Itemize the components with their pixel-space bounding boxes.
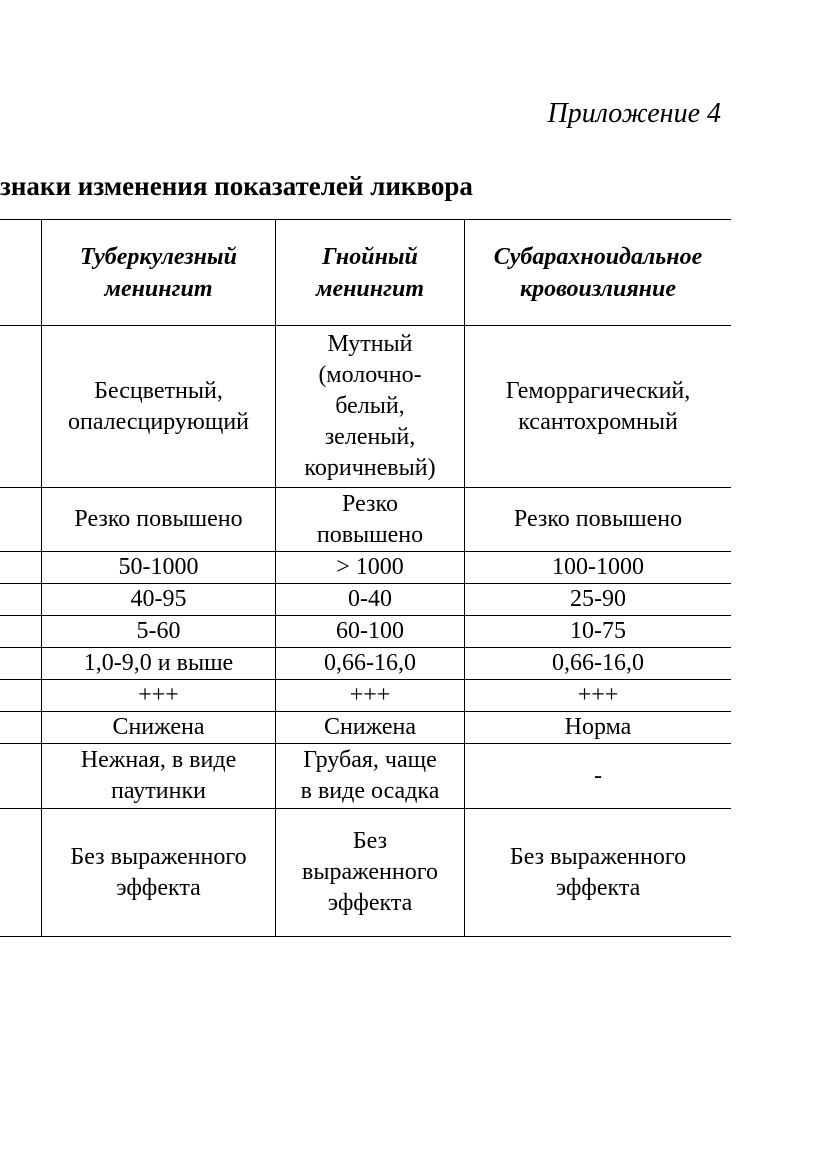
header-cell-serous-partial: [0, 220, 42, 326]
header-cell-purulent: Гнойный менингит: [276, 220, 465, 326]
table-row-cell-count: [0, 552, 731, 584]
table-cell: 100-1000: [465, 552, 732, 584]
table-row-puncture-effect: [0, 809, 731, 937]
header-cell-tuberculous: Туберкулезный менингит: [42, 220, 276, 326]
table-row-glucose: [0, 712, 731, 744]
table-cell: > 1000: [276, 552, 465, 584]
table-cell: Без выраженного эффекта: [465, 809, 732, 937]
table-cell: 60-100: [276, 616, 465, 648]
table-cell: Снижена: [276, 712, 465, 744]
table-cell: 0,66-16,0: [276, 648, 465, 680]
table-cell: [0, 648, 42, 680]
csf-comparison-table-viewport: [0, 219, 731, 941]
table-cell: 1,0-9,0 и выше: [42, 648, 276, 680]
table-cell: Бесцветный, опалесцирующий: [42, 326, 276, 488]
table-cell: Геморрагический, ксантохромный: [465, 326, 732, 488]
table-title: знаки изменения показателей ликвора: [0, 171, 473, 201]
table-cell: 10-75: [465, 616, 732, 648]
table-cell: +++: [42, 680, 276, 712]
table-row-protein: [0, 648, 731, 680]
table-cell: [0, 488, 42, 552]
table-row-lymphocytes: [0, 584, 731, 616]
table-cell: [0, 584, 42, 616]
table-cell: 50-1000: [42, 552, 276, 584]
table-cell: Мутный (молочно- белый, зеленый, коричневый): [276, 326, 465, 488]
table-cell: [0, 326, 42, 488]
table-row-pressure: [0, 488, 731, 552]
table-cell: 0-40: [276, 584, 465, 616]
table-row-neutrophils: [0, 616, 731, 648]
table-cell: Норма: [465, 712, 732, 744]
csf-comparison-table: [0, 219, 731, 937]
table-cell: [0, 552, 42, 584]
table-cell: Без выраженного эффекта: [42, 809, 276, 937]
table-cell: Снижена: [42, 712, 276, 744]
table-row-fibrin-film: [0, 744, 731, 809]
table-cell: [0, 680, 42, 712]
table-cell: +++: [465, 680, 732, 712]
table-cell: [0, 744, 42, 809]
table-cell: -: [465, 744, 732, 809]
table-cell: 5-60: [42, 616, 276, 648]
table-cell: 25-90: [465, 584, 732, 616]
table-cell: [0, 809, 42, 937]
header-cell-subarachnoid: Субарахноидальное кровоизлияние: [465, 220, 732, 326]
table-cell: 0,66-16,0: [465, 648, 732, 680]
table-cell: [0, 616, 42, 648]
table-cell: Без выраженного эффекта: [276, 809, 465, 937]
table-cell: Резко повышено: [465, 488, 732, 552]
table-cell: Грубая, чаще в виде осадка: [276, 744, 465, 809]
table-cell: Резко повышено: [276, 488, 465, 552]
appendix-label: Приложение 4: [547, 98, 721, 129]
table-cell: 40-95: [42, 584, 276, 616]
table-cell: +++: [276, 680, 465, 712]
table-cell: [0, 712, 42, 744]
table-row-color: [0, 326, 731, 488]
table-cell: Резко повышено: [42, 488, 276, 552]
table-header-row: [0, 220, 731, 326]
table-cell: Нежная, в виде паутинки: [42, 744, 276, 809]
table-row-globulin-reactions: [0, 680, 731, 712]
